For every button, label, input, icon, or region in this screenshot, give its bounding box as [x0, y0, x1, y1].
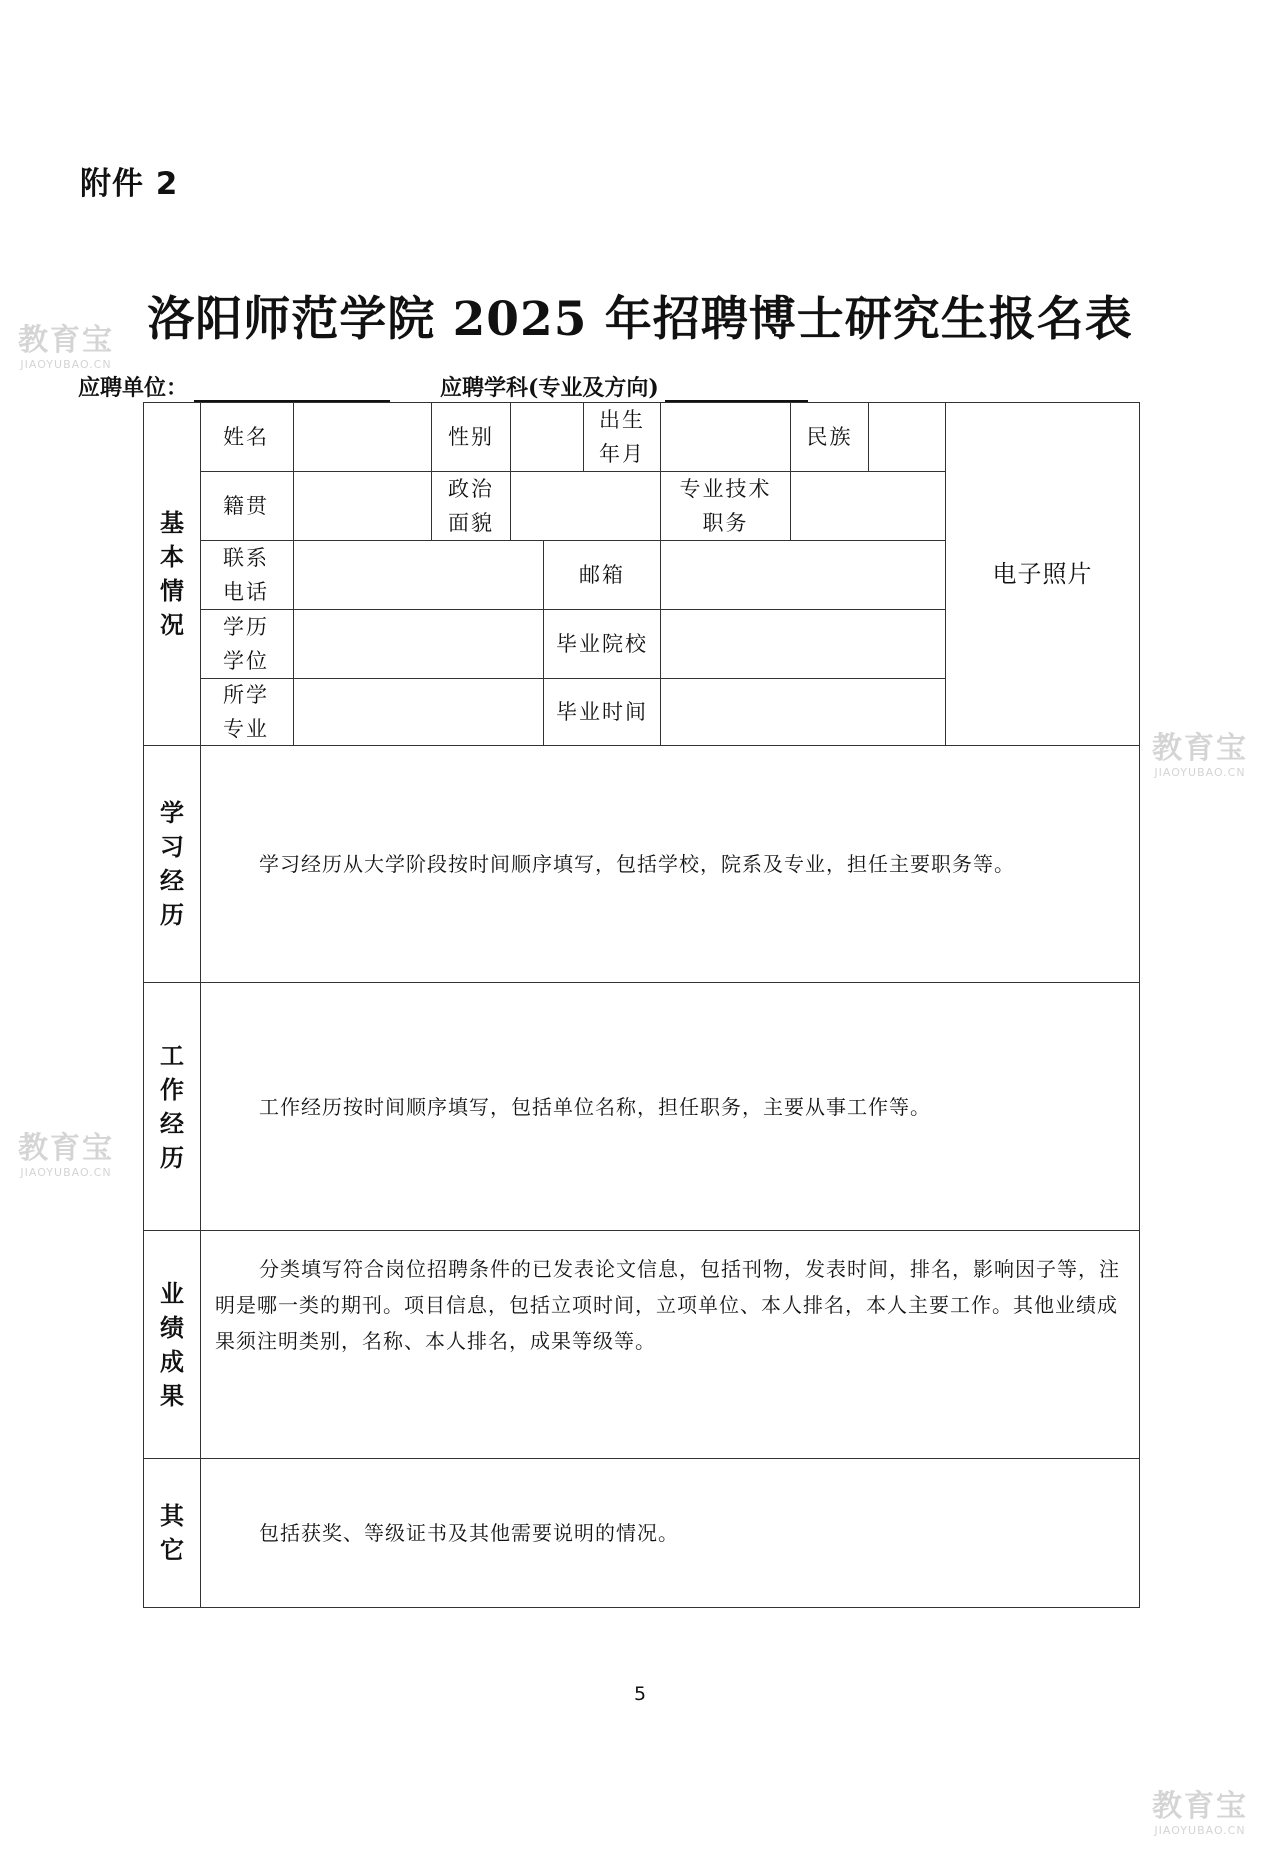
- gender-value[interactable]: [510, 402, 584, 472]
- birth-label: 出生 年月: [583, 402, 661, 472]
- section-study-label: 学习经历: [143, 745, 201, 983]
- page-number: 5: [633, 1683, 647, 1705]
- phone-label: 联系 电话: [200, 540, 294, 610]
- apply-subject-blank[interactable]: [665, 380, 808, 402]
- name-value[interactable]: [293, 402, 432, 472]
- graduation-time-value[interactable]: [660, 678, 946, 746]
- section-other-label: 其它: [143, 1458, 201, 1608]
- gender-label: 性别: [431, 402, 511, 472]
- other-instruction[interactable]: 包括获奖、等级证书及其他需要说明的情况。: [200, 1458, 1140, 1608]
- name-label: 姓名: [200, 402, 294, 472]
- political-status-value[interactable]: [510, 471, 661, 541]
- watermark: 教育宝 JIAOYUBAO.CN: [1152, 1789, 1248, 1837]
- watermark: 教育宝 JIAOYUBAO.CN: [1152, 731, 1248, 779]
- major-value[interactable]: [293, 678, 544, 746]
- ethnicity-label: 民族: [790, 402, 869, 472]
- graduate-school-label: 毕业院校: [543, 609, 661, 679]
- attachment-label: 附件 2: [80, 166, 179, 202]
- education-degree-value[interactable]: [293, 609, 544, 679]
- email-value[interactable]: [660, 540, 946, 610]
- phone-value[interactable]: [293, 540, 544, 610]
- watermark: 教育宝 JIAOYUBAO.CN: [18, 1131, 114, 1179]
- professional-title-label: 专业技术 职务: [660, 471, 791, 541]
- form-title: 洛阳师范学院 2025 年招聘博士研究生报名表: [147, 292, 1133, 347]
- study-instruction[interactable]: 学习经历从大学阶段按时间顺序填写，包括学校，院系及专业，担任主要职务等。: [200, 745, 1140, 983]
- native-place-value[interactable]: [293, 471, 432, 541]
- major-label: 所学 专业: [200, 678, 294, 746]
- birth-value[interactable]: [660, 402, 791, 472]
- achievements-instruction[interactable]: 分类填写符合岗位招聘条件的已发表论文信息，包括刊物，发表时间，排名，影响因子等，注明是哪一类的期刊。项目信息，包括立项时间，立项单位、本人排名，本人主要工作。其他业绩成果须注明类别，名称、本人排名，成果等级等。: [200, 1230, 1140, 1459]
- graduation-time-label: 毕业时间: [543, 678, 661, 746]
- apply-subject-row: [440, 371, 808, 402]
- apply-unit-blank[interactable]: [194, 380, 390, 402]
- ethnicity-value[interactable]: [868, 402, 946, 472]
- graduate-school-value[interactable]: [660, 609, 946, 679]
- native-place-label: 籍贯: [200, 471, 294, 541]
- section-achievements-label: 业绩成果: [143, 1230, 201, 1459]
- apply-unit-row: [78, 371, 390, 402]
- section-basic-label: 基本情况: [143, 402, 201, 746]
- apply-subject-label: 应聘学科(专业及方向): [440, 375, 659, 401]
- education-degree-label: 学历 学位: [200, 609, 294, 679]
- email-label: 邮箱: [543, 540, 661, 610]
- apply-unit-label: 应聘单位：: [78, 375, 189, 401]
- political-status-label: 政治 面貌: [431, 471, 511, 541]
- registration-form: [143, 402, 1140, 1608]
- watermark: 教育宝 JIAOYUBAO.CN: [18, 323, 114, 371]
- professional-title-value[interactable]: [790, 471, 946, 541]
- photo-placeholder[interactable]: 电子照片: [945, 402, 1140, 746]
- work-instruction[interactable]: 工作经历按时间顺序填写，包括单位名称，担任职务，主要从事工作等。: [200, 982, 1140, 1231]
- section-work-label: 工作经历: [143, 982, 201, 1231]
